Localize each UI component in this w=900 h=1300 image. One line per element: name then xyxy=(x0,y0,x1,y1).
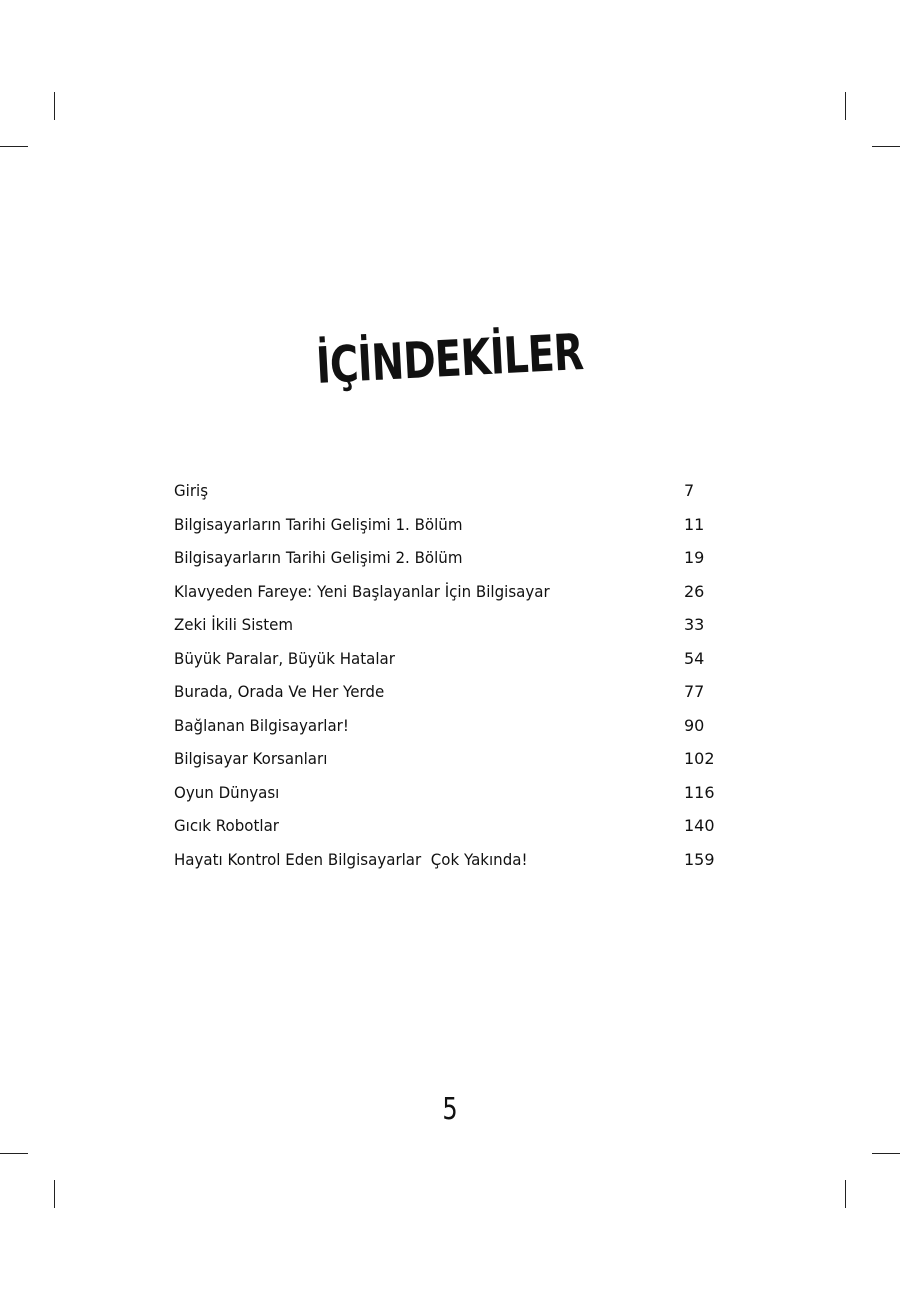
toc-entry-page: 140 xyxy=(684,816,715,835)
toc-entry-title: Bilgisayar Korsanları xyxy=(174,749,328,768)
toc-entry xyxy=(174,746,734,780)
toc-entry-title: Burada, Orada Ve Her Yerde xyxy=(174,682,385,701)
page-title-text: İÇİNDEKİLER xyxy=(314,323,585,395)
crop-mark-top-right-horizontal xyxy=(872,146,900,147)
toc-entry xyxy=(174,847,734,881)
toc-entry-title: Oyun Dünyası xyxy=(174,782,280,802)
toc-entry xyxy=(174,545,734,579)
toc-entry xyxy=(174,646,734,680)
toc-entry xyxy=(174,512,734,546)
crop-mark-top-right-vertical xyxy=(845,92,846,120)
toc-entry-title: Bilgisayarların Tarihi Gelişimi 1. Bölüm xyxy=(174,514,463,534)
toc-entry-page: 54 xyxy=(684,648,705,668)
toc-entry-page: 7 xyxy=(684,481,695,500)
toc-entry xyxy=(174,780,734,814)
toc-entry-title: Bağlanan Bilgisayarlar! xyxy=(174,715,349,735)
toc-entry-title: Hayatı Kontrol Eden Bilgisayarlar Çok Yakında! xyxy=(174,849,528,869)
toc-entry-page: 19 xyxy=(684,548,705,567)
toc-entry xyxy=(174,679,734,713)
table-of-contents xyxy=(174,478,734,880)
page-title xyxy=(0,307,900,412)
toc-entry-page: 90 xyxy=(684,715,705,735)
crop-mark-bottom-right-horizontal xyxy=(872,1153,900,1154)
toc-entry-page: 77 xyxy=(684,682,705,701)
toc-entry-page: 116 xyxy=(684,782,715,802)
toc-entry-page: 102 xyxy=(684,749,715,768)
toc-entry-title: Gıcık Robotlar xyxy=(174,816,279,835)
toc-entry-page: 159 xyxy=(684,849,715,869)
crop-mark-top-left-horizontal xyxy=(0,146,28,147)
toc-entry-page: 33 xyxy=(684,615,705,634)
toc-entry xyxy=(174,612,734,646)
toc-entry-title: Giriş xyxy=(174,481,209,500)
crop-mark-bottom-left-horizontal xyxy=(0,1153,28,1154)
toc-entry xyxy=(174,478,734,512)
toc-entry-page: 11 xyxy=(684,514,705,534)
toc-entry xyxy=(174,813,734,847)
toc-entry xyxy=(174,713,734,747)
crop-mark-top-left-vertical xyxy=(54,92,55,120)
crop-mark-bottom-left-vertical xyxy=(54,1180,55,1208)
toc-entry xyxy=(174,579,734,613)
toc-entry-title: Bilgisayarların Tarihi Gelişimi 2. Bölüm xyxy=(174,548,463,567)
toc-entry-page: 26 xyxy=(684,581,705,601)
toc-entry-title: Zeki İkili Sistem xyxy=(174,615,294,634)
toc-entry-title: Klavyeden Fareye: Yeni Başlayanlar İçin Bilgisayar xyxy=(174,581,550,601)
crop-mark-bottom-right-vertical xyxy=(845,1180,846,1208)
toc-entry-title: Büyük Paralar, Büyük Hatalar xyxy=(174,648,395,668)
page-number: 5 xyxy=(442,1092,458,1127)
